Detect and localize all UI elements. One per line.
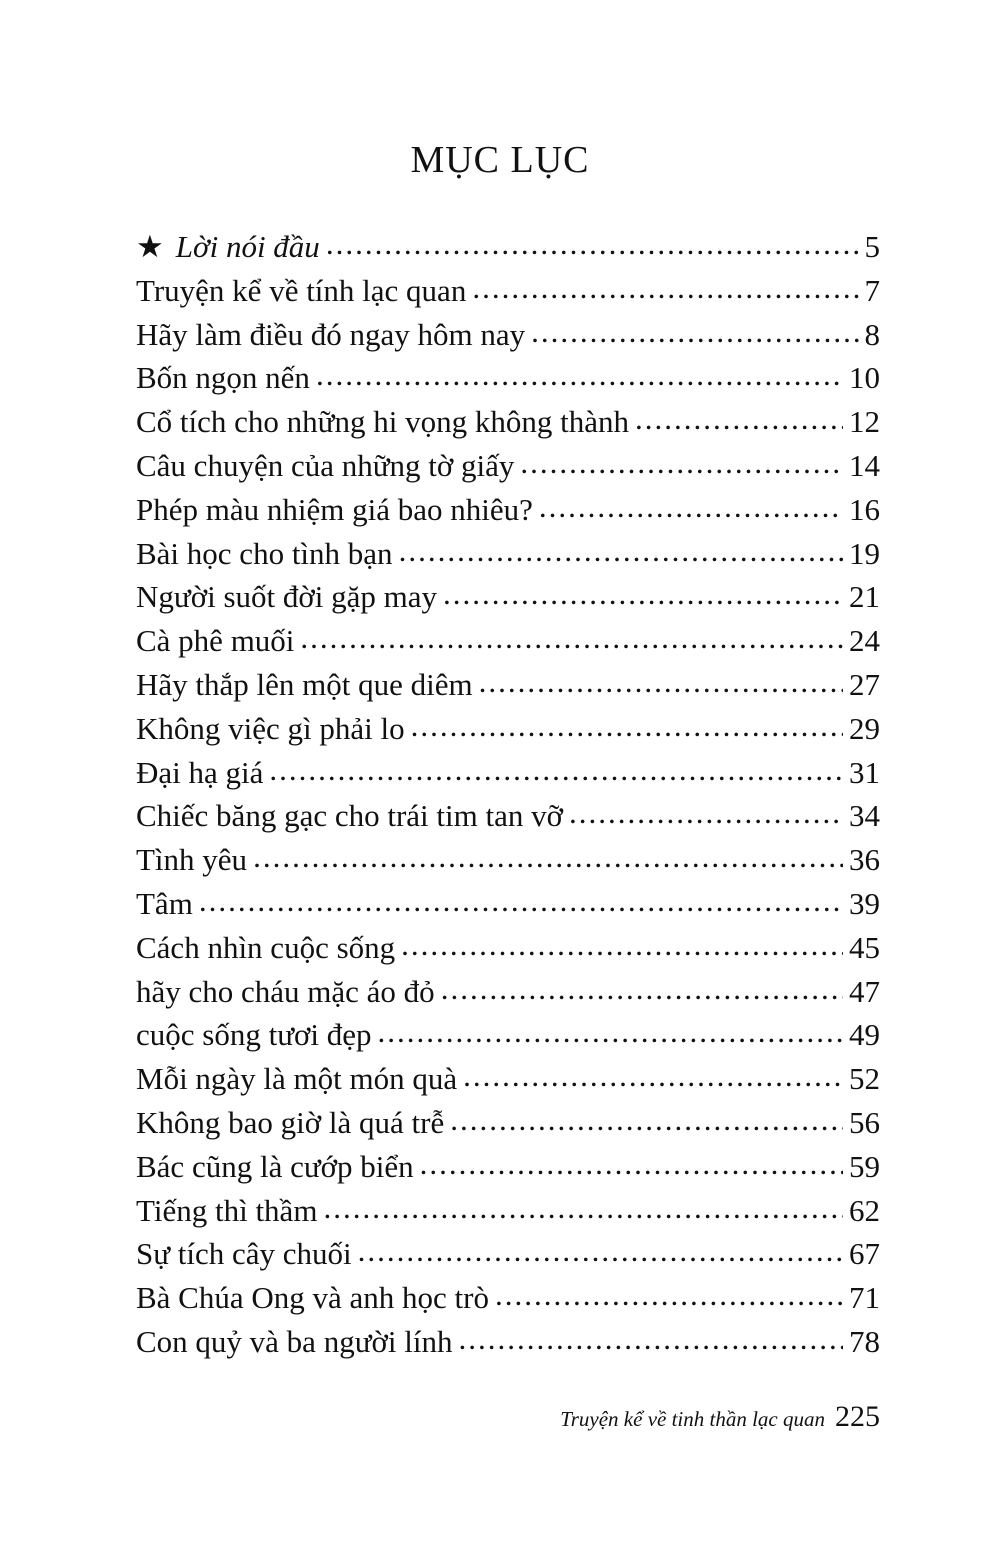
- dot-leader: [378, 1010, 843, 1054]
- toc-entry-label: Cà phê muối: [136, 623, 295, 659]
- toc-entry-label: Người suốt đời gặp may: [136, 579, 438, 615]
- toc-entry-page: 36: [849, 842, 880, 878]
- toc-entry-label: Con quỷ và ba người lính: [136, 1323, 453, 1359]
- toc-entry-title: [136, 444, 514, 488]
- toc-entry: [136, 1101, 880, 1145]
- toc-entry-label: Bài học cho tình bạn: [136, 535, 393, 571]
- toc-entry-title: [136, 970, 435, 1014]
- toc-entry-label: Tâm: [136, 885, 193, 921]
- dot-leader: [326, 222, 859, 266]
- dot-leader: [450, 1098, 843, 1142]
- toc-entry-page: 47: [849, 973, 880, 1009]
- toc-entry-label: Đại hạ giá: [136, 754, 264, 790]
- dot-leader: [472, 266, 858, 310]
- toc-entry-title: [136, 313, 525, 357]
- toc-entry-page: 27: [849, 666, 880, 702]
- dot-leader: [520, 441, 843, 485]
- dot-leader: [495, 1273, 843, 1317]
- dot-leader: [411, 704, 843, 748]
- dot-leader: [479, 660, 843, 704]
- dot-leader: [399, 529, 843, 573]
- toc-entry-label: Bác cũng là cướp biển: [136, 1148, 414, 1184]
- toc-entry-page: 10: [849, 360, 880, 396]
- toc-entry-page: 59: [849, 1148, 880, 1184]
- toc-entry-title: [136, 488, 533, 532]
- toc-entry: [136, 751, 880, 795]
- toc-entry: [136, 926, 880, 970]
- dot-leader: [635, 397, 843, 441]
- dot-leader: [401, 923, 843, 967]
- toc-entry-label: Mỗi ngày là một món quà: [136, 1061, 458, 1097]
- toc-entry: [136, 794, 880, 838]
- toc-entry-page: 45: [849, 929, 880, 965]
- dot-leader: [443, 572, 843, 616]
- page-footer: [560, 1400, 880, 1434]
- toc-entry-label: Bà Chúa Ong và anh học trò: [136, 1280, 489, 1316]
- toc-entry-label: Cổ tích cho những hi vọng không thành: [136, 404, 629, 440]
- toc-entry-page: 24: [849, 623, 880, 659]
- toc-entry-title: [136, 225, 320, 269]
- toc-entry: [136, 1320, 880, 1364]
- toc-entry-title: [136, 575, 437, 619]
- toc-entry-page: 16: [849, 491, 880, 527]
- toc-entry-label: Tiếng thì thầm: [136, 1192, 318, 1228]
- table-of-contents: [136, 225, 880, 1364]
- dot-leader: [458, 1317, 843, 1361]
- toc-entry-page: 19: [849, 535, 880, 571]
- toc-entry: [136, 532, 880, 576]
- toc-entry-title: [136, 1101, 444, 1145]
- toc-entry-label: cuộc sống tươi đẹp: [136, 1017, 372, 1053]
- dot-leader: [300, 616, 843, 660]
- toc-entry-label: Lời nói đầu: [175, 229, 320, 264]
- toc-entry-label: Cách nhìn cuộc sống: [136, 929, 396, 965]
- toc-entry-page: 52: [849, 1061, 880, 1097]
- toc-entry: [136, 1232, 880, 1276]
- toc-entry: [136, 356, 880, 400]
- toc-entry-page: 78: [849, 1323, 880, 1359]
- toc-entry-page: 62: [849, 1192, 880, 1228]
- toc-entry: [136, 1189, 880, 1233]
- toc-entry: [136, 225, 880, 269]
- toc-entry-label: Hãy làm điều đó ngay hôm nay: [136, 316, 526, 352]
- toc-entry: [136, 1057, 880, 1101]
- dot-leader: [199, 879, 843, 923]
- toc-entry-page: 14: [849, 447, 880, 483]
- toc-entry-page: 39: [849, 885, 880, 921]
- toc-entry: [136, 444, 880, 488]
- toc-entry-page: 71: [849, 1280, 880, 1316]
- toc-entry-page: 7: [864, 272, 880, 308]
- toc-entry-page: 56: [849, 1104, 880, 1140]
- toc-entry: [136, 400, 880, 444]
- toc-entry-title: [136, 356, 310, 400]
- toc-entry: [136, 1145, 880, 1189]
- toc-entry-title: [136, 1189, 317, 1233]
- dot-leader: [539, 485, 843, 529]
- toc-entry-label: Sự tích cây chuối: [136, 1236, 352, 1272]
- toc-entry: [136, 575, 880, 619]
- dot-leader: [441, 967, 843, 1011]
- toc-entry-title: [136, 1232, 352, 1276]
- star-icon: ★: [136, 229, 164, 264]
- dot-leader: [569, 791, 843, 835]
- toc-entry: [136, 707, 880, 751]
- toc-entry-title: [136, 794, 563, 838]
- toc-entry: [136, 488, 880, 532]
- toc-entry-title: [136, 663, 473, 707]
- toc-entry-title: [136, 1320, 452, 1364]
- page-title: MỤC LỤC: [410, 139, 590, 181]
- toc-entry-title: [136, 838, 247, 882]
- toc-entry-title: [136, 1013, 372, 1057]
- toc-entry-title: [136, 1145, 414, 1189]
- toc-entry-title: [136, 751, 263, 795]
- toc-entry-page: 34: [849, 798, 880, 834]
- page-number: 225: [835, 1400, 880, 1433]
- toc-entry-title: [136, 1057, 457, 1101]
- toc-entry-title: [136, 400, 629, 444]
- toc-entry: [136, 663, 880, 707]
- toc-entry-page: 29: [849, 710, 880, 746]
- toc-entry-label: Chiếc băng gạc cho trái tim tan vỡ: [136, 798, 564, 834]
- dot-leader: [269, 748, 843, 792]
- toc-entry-page: 49: [849, 1017, 880, 1053]
- toc-entry-label: Bốn ngọn nến: [136, 360, 310, 396]
- toc-entry-label: Hãy thắp lên một que diêm: [136, 666, 473, 702]
- toc-entry-page: 31: [849, 754, 880, 790]
- toc-entry-page: 5: [864, 229, 880, 264]
- dot-leader: [420, 1142, 843, 1186]
- toc-entry-title: [136, 1276, 489, 1320]
- toc-entry-label: hãy cho cháu mặc áo đỏ: [136, 973, 435, 1009]
- toc-entry-label: Phép màu nhiệm giá bao nhiêu?: [136, 491, 533, 527]
- toc-entry-page: 12: [849, 404, 880, 440]
- toc-entry-label: Không bao giờ là quá trễ: [136, 1104, 445, 1140]
- toc-entry: [136, 1276, 880, 1320]
- dot-leader: [253, 835, 843, 879]
- toc-entry: [136, 1013, 880, 1057]
- dot-leader: [531, 310, 858, 354]
- toc-entry-page: 8: [864, 316, 880, 352]
- toc-entry: [136, 882, 880, 926]
- running-title: Truyện kể về tinh thần lạc quan: [560, 1407, 825, 1431]
- toc-entry: [136, 619, 880, 663]
- toc-entry-title: [136, 619, 294, 663]
- dot-leader: [316, 353, 843, 397]
- toc-entry-title: [136, 269, 466, 313]
- toc-entry-page: 21: [849, 579, 880, 615]
- toc-entry-title: [136, 532, 393, 576]
- toc-entry-title: [136, 707, 405, 751]
- toc-entry: [136, 269, 880, 313]
- toc-entry-label: Câu chuyện của những tờ giấy: [136, 447, 515, 483]
- dot-leader: [323, 1186, 843, 1230]
- toc-entry-label: Tình yêu: [136, 842, 248, 878]
- toc-entry: [136, 313, 880, 357]
- toc-entry-title: [136, 882, 193, 926]
- toc-entry-label: Không việc gì phải lo: [136, 710, 405, 746]
- dot-leader: [463, 1054, 843, 1098]
- toc-entry-page: 67: [849, 1236, 880, 1272]
- toc-entry-label: Truyện kể về tính lạc quan: [136, 272, 467, 308]
- toc-entry: [136, 970, 880, 1014]
- toc-entry: [136, 838, 880, 882]
- toc-entry-title: [136, 926, 395, 970]
- dot-leader: [358, 1229, 843, 1273]
